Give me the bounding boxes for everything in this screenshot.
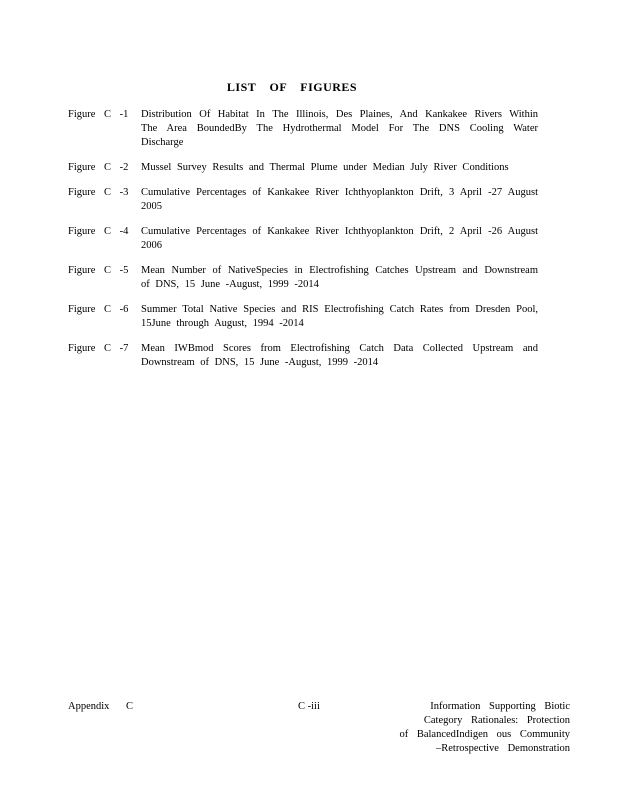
footer-title-line: of BalancedIndigen ous Community	[399, 729, 570, 740]
figure-caption: Distribution Of Habitat In The Illinois, Des Plaines, And Kankakee Rivers Within The Area BoundedBy The Hydrothermal Model For The DNS Cooling Water Discharge	[141, 109, 538, 148]
footer-document-title	[395, 700, 570, 756]
footer-page-number: C -iii	[298, 701, 320, 712]
list-item	[68, 225, 538, 253]
list-item	[68, 264, 538, 292]
list-item	[68, 186, 538, 214]
figure-id: Figure C -2	[68, 162, 129, 173]
page-title: LIST OF FIGURES	[226, 80, 358, 94]
figure-id: Figure C -6	[68, 304, 129, 315]
footer-title-line: Information Supporting Biotic	[430, 701, 570, 712]
figure-id: Figure C -4	[68, 226, 129, 237]
list-item	[68, 303, 538, 331]
footer-title-line: –Retrospective Demonstration	[435, 743, 570, 754]
figure-id: Figure C -7	[68, 343, 129, 354]
figure-caption: Mean Number of NativeSpecies in Electrofishing Catches Upstream and Downstream of DNS, 15 June -August, 1999 -2014	[141, 265, 538, 290]
figure-list	[68, 108, 538, 381]
footer-appendix-label: Appendix C	[68, 701, 134, 712]
figure-caption: Cumulative Percentages of Kankakee River Ichthyoplankton Drift, 2 April -26 August 2006	[141, 226, 538, 251]
list-item	[68, 108, 538, 150]
page-footer	[68, 700, 570, 760]
figure-id: Figure C -1	[68, 109, 129, 120]
list-item	[68, 342, 538, 370]
footer-title-line: Category Rationales: Protection	[423, 715, 570, 726]
figure-caption: Mussel Survey Results and Thermal Plume under Median July River Conditions	[141, 162, 509, 173]
figure-caption: Summer Total Native Species and RIS Electrofishing Catch Rates from Dresden Pool, 15June through August, 1994 -2014	[141, 304, 538, 329]
figure-caption: Cumulative Percentages of Kankakee River Ichthyoplankton Drift, 3 April -27 August 2005	[141, 187, 538, 212]
figure-caption: Mean IWBmod Scores from Electrofishing Catch Data Collected Upstream and Downstream of DNS, 15 June -August, 1999 -2014	[141, 343, 538, 368]
list-item	[68, 161, 538, 175]
figure-id: Figure C -3	[68, 187, 129, 198]
figure-id: Figure C -5	[68, 265, 129, 276]
